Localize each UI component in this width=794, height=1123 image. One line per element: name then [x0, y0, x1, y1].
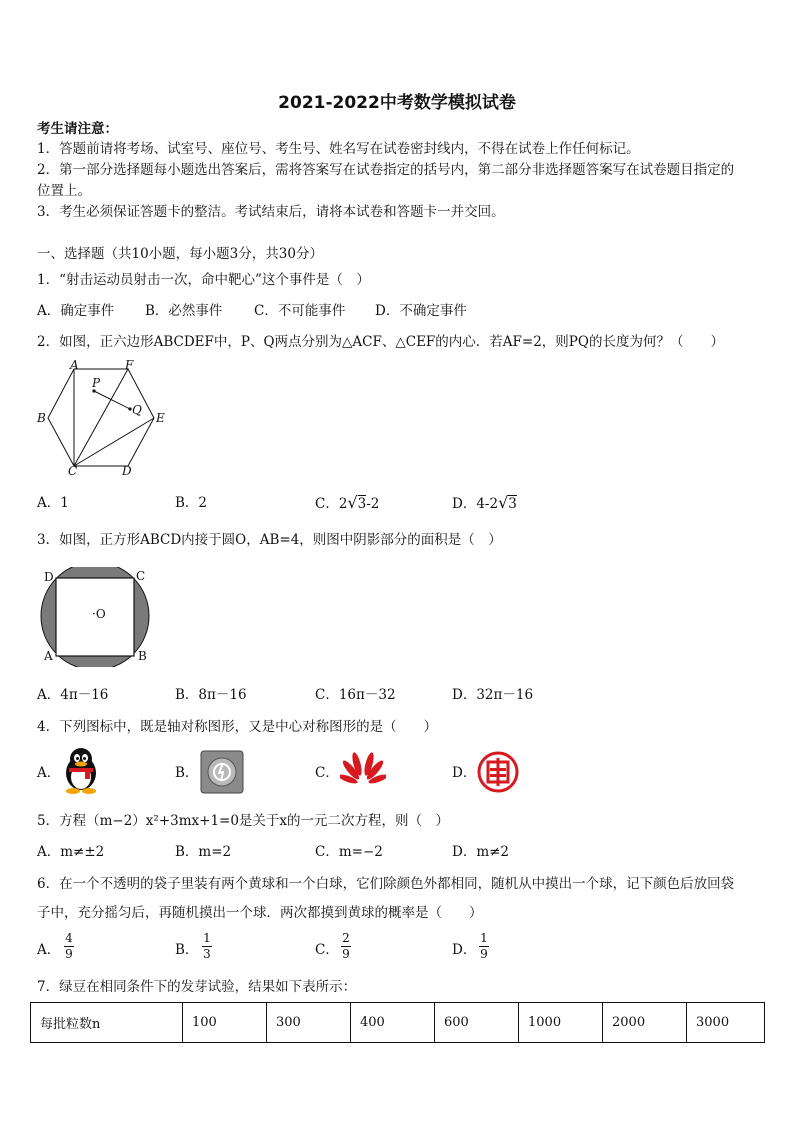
- q6-option-d: D．: [452, 942, 477, 958]
- flower-logo-icon: [340, 750, 386, 790]
- q4-option-d: D．: [452, 765, 477, 781]
- q1-option-d: D．不确定事件: [375, 303, 467, 319]
- notice-item: 位置上。: [37, 183, 91, 199]
- sqrt-sign: √: [498, 493, 509, 512]
- q4-option-a: A．: [37, 765, 61, 781]
- question-5-stem: 5．方程（m−2）x²+3mx+1=0是关于x的一元二次方程，则（ ）: [37, 813, 450, 829]
- q6-fraction-d: 1 9: [480, 931, 488, 961]
- germination-table: [30, 1002, 765, 1043]
- q5-option-a: A．m≠±2: [37, 844, 105, 860]
- hex-label: P: [92, 376, 101, 390]
- q5-option-b: B．m=2: [175, 844, 232, 860]
- table-cell: 300: [267, 1003, 351, 1043]
- notice-item: 2．第一部分选择题每小题选出答案后，需将答案写在试卷指定的括号内，第二部分非选择题答案写在试卷题目指定的: [37, 162, 735, 178]
- hex-label: D: [122, 464, 132, 478]
- section-heading: 一、选择题（共10小题，每小题3分，共30分）: [37, 246, 323, 262]
- q6-option-c: C．: [315, 942, 339, 958]
- center-label: ·O: [92, 607, 106, 621]
- square-label: D: [44, 570, 54, 584]
- q1-option-c: C．不可能事件: [254, 303, 346, 319]
- question-3-stem: 3．如图，正方形ABCD内接于圆O，AB=4，则图中阴影部分的面积是（ ）: [37, 532, 502, 548]
- q2-option-a: A．1: [37, 495, 69, 511]
- table-cell: 600: [435, 1003, 519, 1043]
- table-row: [31, 1003, 765, 1043]
- question-6-stem: 子中，充分摇匀后，再随机摸出一个球．两次都摸到黄球的概率是（ ）: [37, 905, 483, 921]
- q2-option-b: B．2: [175, 495, 208, 511]
- table-cell: 2000: [603, 1003, 687, 1043]
- square-label: C: [136, 569, 146, 583]
- q6-fraction-a: 4 9: [65, 931, 73, 961]
- hex-label: Q: [132, 403, 142, 417]
- q2-option-d: D．4-2√3: [452, 493, 517, 512]
- question-7-stem: 7．绿豆在相同条件下的发芽试验，结果如下表所示：: [37, 979, 357, 995]
- table-cell: 100: [183, 1003, 267, 1043]
- table-cell: 1000: [519, 1003, 603, 1043]
- question-6-stem: 6．在一个不透明的袋子里装有两个黄球和一个白球，它们除颜色外都相同，随机从中摸出一个球，记下颜色后放回袋: [37, 876, 735, 892]
- q3-option-c: C．16π－32: [315, 687, 396, 703]
- notice-heading: 考生请注意：: [37, 121, 118, 137]
- question-4-stem: 4．下列图标中，既是轴对称图形，又是中心对称图形的是（ ）: [37, 719, 438, 735]
- q1-option-b: B．必然事件: [145, 303, 223, 319]
- q3-option-d: D．32π－16: [452, 687, 534, 703]
- hex-label: F: [125, 358, 134, 372]
- q3-option-b: B．8π－16: [175, 687, 247, 703]
- q6-fraction-b: 1 3: [203, 931, 211, 961]
- q6-option-a: A．: [37, 942, 61, 958]
- q4-option-c: C．: [315, 765, 339, 781]
- table-cell: 400: [351, 1003, 435, 1043]
- q4-option-b: B．: [175, 765, 199, 781]
- table-cell: 每批粒数n: [31, 1003, 183, 1043]
- q3-option-a: A．4π－16: [37, 687, 109, 703]
- question-2-stem: 2．如图，正六边形ABCDEF中，P、Q两点分别为△ACF、△CEF的内心．若AF=2，则PQ的长度为何？（ ）: [37, 334, 724, 350]
- q6-fraction-c: 2 9: [342, 931, 350, 961]
- bank-logo-icon: [476, 750, 520, 794]
- q1-option-a: A．确定事件: [37, 303, 115, 319]
- square-label: A: [44, 649, 53, 663]
- penguin-icon: [60, 746, 102, 794]
- notice-item: 3．考生必须保证答题卡的整洁。考试结束后，请将本试卷和答题卡一并交回。: [37, 204, 505, 220]
- page-title: 2021-2022中考数学模拟试卷: [278, 93, 516, 113]
- q6-option-b: B．: [175, 942, 199, 958]
- notice-item: 1．答题前请将考场、试室号、座位号、考生号、姓名写在试卷密封线内，不得在试卷上作任何标记。: [37, 141, 640, 157]
- q5-option-c: C．m=−2: [315, 844, 383, 860]
- q5-option-d: D．m≠2: [452, 844, 510, 860]
- question-1-stem: 1．“射击运动员射击一次，命中靶心”这个事件是（ ）: [37, 272, 370, 288]
- hex-label: E: [156, 411, 165, 425]
- square-label: B: [138, 649, 147, 663]
- hexagon-figure: [36, 360, 176, 480]
- hex-label: B: [37, 411, 46, 425]
- q2-option-c: C．2√3-2: [315, 493, 380, 512]
- table-cell: 3000: [687, 1003, 765, 1043]
- hex-label: A: [70, 358, 79, 372]
- sqrt-sign: √: [347, 493, 358, 512]
- hex-label: C: [68, 464, 78, 478]
- power-button-icon: [200, 750, 244, 794]
